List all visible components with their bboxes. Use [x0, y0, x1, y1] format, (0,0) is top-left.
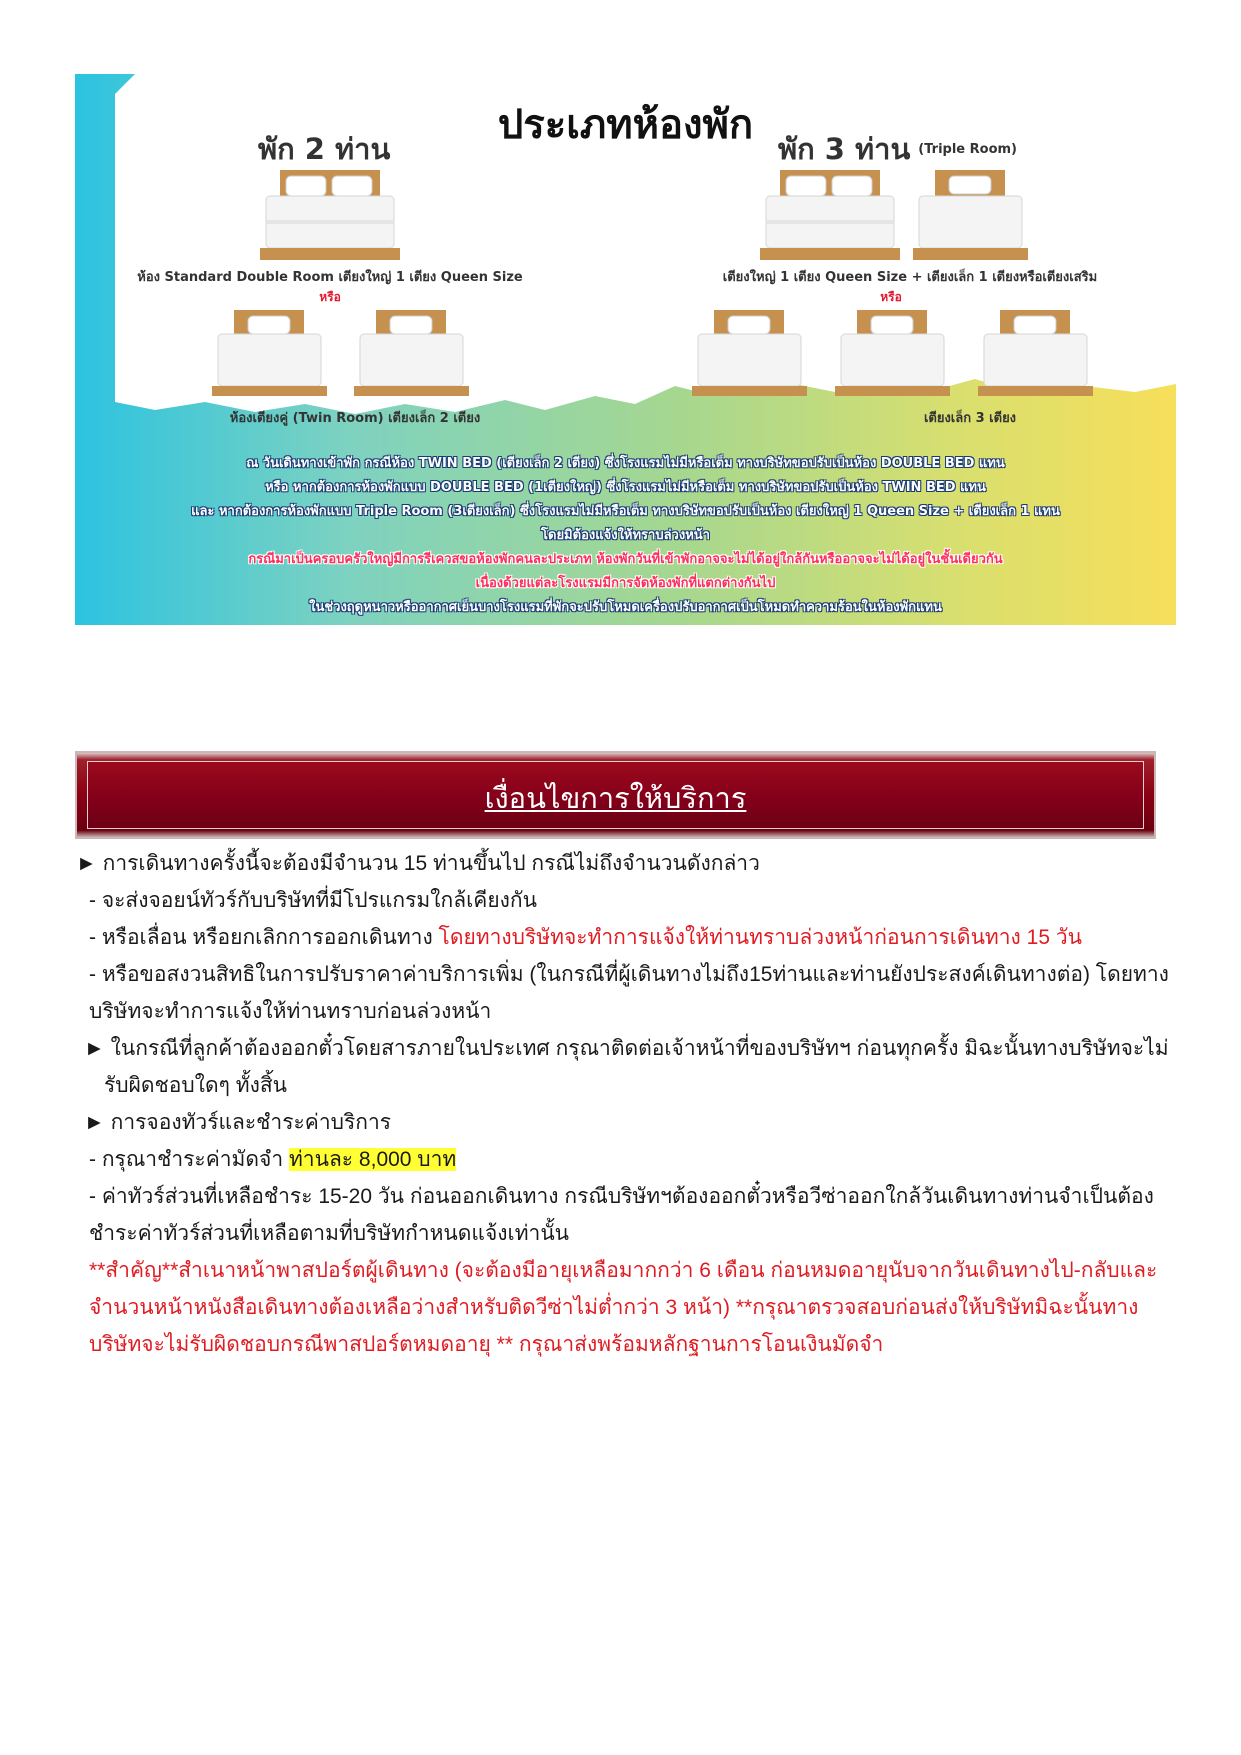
banner-notes — [75, 452, 1176, 620]
single-bed-icon — [913, 170, 1028, 262]
room-types-banner — [75, 74, 1176, 625]
single-bed-icon — [978, 310, 1093, 398]
banner-note: และ หากต้องการห้องพักแบบ Triple Room (3เตียงเล็ก) ซึ่งโรงแรมไม่มีหรือเต็ม ทางบริษัทขอปรับเป็นห้อง เตียงใหญ่ 1 Queen Size + เตียงเล็ก 1 แทน — [191, 504, 1060, 519]
notice-15-days: โดยทางบริษัทจะทำการแจ้งให้ท่านทราบล่วงหน้าก่อนการเดินทาง 15 วัน — [438, 926, 1082, 949]
double-bed-icon — [260, 170, 400, 262]
terms-content — [76, 845, 1176, 1363]
three-person-title: พัก 3 ท่าน $^{(Triple Room)}$ — [778, 132, 1017, 166]
left-caption-top: ห้อง Standard Double Room เตียงใหญ่ 1 เตียง Queen Size — [137, 270, 523, 285]
right-caption-bottom: เตียงเล็ก 3 เตียง — [923, 411, 1017, 426]
bullet-domestic-ticket: ► ในกรณีที่ลูกค้าต้องออกตั๋วโดยสารภายในประเทศ กรุณาติดต่อเจ้าหน้าที่ของบริษัทฯ ก่อนทุกครั้ง มิฉะนั้นทางบริษัทจะไม่ — [84, 1037, 1169, 1060]
banner-note: ณ วันเดินทางเข้าพัก กรณีห้อง TWIN BED (เตียงเล็ก 2 เตียง) ซึ่งโรงแรมไม่มีหรือเต็ม ทางบริษัทขอปรับเป็นห้อง DOUBLE BED แทน — [246, 456, 1005, 471]
double-bed-icon — [760, 170, 900, 262]
line-join-tour: - จะส่งจอยน์ทัวร์กับบริษัทที่มีโปรแกรมใกล้เคียงกัน — [89, 889, 537, 912]
bullet-group-size: ► การเดินทางครั้งนี้จะต้องมีจำนวน 15 ท่านขึ้นไป กรณีไม่ถึงจำนวนดังกล่าว — [76, 852, 760, 875]
line-deposit: - กรุณาชำระค่ามัดจำ ท่านละ 8,000 บาท — [89, 1148, 457, 1171]
banner-note: หรือ หากต้องการห้องพักแบบ DOUBLE BED (1เตียงใหญ่) ซึ่งโรงแรมไม่มีหรือเต็ม ทางบริษัทขอปรับเป็นห้อง TWIN BED แทน — [265, 480, 986, 495]
line-postpone: - หรือเลื่อน หรือยกเลิกการออกเดินทาง โดยทางบริษัทจะทำการแจ้งให้ท่านทราบล่วงหน้าก่อนการเดินทาง 15 วัน — [89, 926, 1082, 949]
left-caption-bottom: ห้องเตียงคู่ (Twin Room) เตียงเล็ก 2 เตียง — [229, 411, 481, 426]
section-header — [75, 751, 1156, 839]
single-bed-icon — [212, 310, 327, 398]
right-or-label: หรือ — [880, 290, 902, 304]
passport-notice-cont: จำนวนหน้าหนังสือเดินทางต้องเหลือว่างสำหรับติดวีซ่าไม่ต่ำกว่า 3 หน้า) **กรุณาตรวจสอบก่อนส่งให้บริษัทมิฉะนั้นทาง — [89, 1296, 1139, 1319]
single-bed-icon — [692, 310, 807, 398]
banner-last-note: ในช่วงฤดูหนาวหรืออากาศเย็นบางโรงแรมที่พักจะปรับโหมดเครื่องปรับอากาศเป็นโหมดทำความร้อนในห้องพักแทน — [309, 600, 942, 615]
line-price-adjust: - หรือขอสงวนสิทธิในการปรับราคาค่าบริการเพิ่ม (ในกรณีที่ผู้เดินทางไม่ถึง15ท่านและท่านยังประสงค์เดินทางต่อ) โดยทาง — [89, 963, 1169, 986]
banner-note: โดยมิต้องแจ้งให้ทราบล่วงหน้า — [541, 528, 710, 543]
single-bed-icon — [354, 310, 469, 398]
single-bed-icon — [835, 310, 950, 398]
banner-title: ประเภทห้องพัก — [497, 102, 754, 148]
deposit-amount: ท่านละ 8,000 บาท — [288, 1148, 457, 1171]
line-balance: - ค่าทัวร์ส่วนที่เหลือชำระ 15-20 วัน ก่อนออกเดินทาง กรณีบริษัทฯต้องออกตั๋วหรือวีซ่าออกใกล้วันเดินทางท่านจำเป็นต้อง — [89, 1185, 1154, 1208]
passport-notice: **สำคัญ**สำเนาหน้าพาสปอร์ตผู้เดินทาง (จะต้องมีอายุเหลือมากกว่า 6 เดือน ก่อนหมดอายุนับจากวันเดินทางไป-กลับและ — [89, 1259, 1158, 1282]
banner-red-note: เนื่องด้วยแต่ละโรงแรมมีการจัดห้องพักที่แตกต่างกันไป — [475, 576, 776, 591]
line-price-adjust-cont: บริษัทจะทำการแจ้งให้ท่านทราบก่อนล่วงหน้า — [89, 1000, 492, 1023]
bullet-booking-payment: ► การจองทัวร์และชำระค่าบริการ — [84, 1111, 392, 1134]
left-or-label: หรือ — [319, 290, 341, 304]
two-person-title: พัก 2 ท่าน — [258, 132, 391, 166]
line-balance-cont: ชำระค่าทัวร์ส่วนที่เหลือตามที่บริษัทกำหนดแจ้งเท่านั้น — [89, 1222, 570, 1245]
banner-red-note: กรณีมาเป็นครอบครัวใหญ่มีการรีเควสขอห้องพักคนละประเภท ห้องพักวันที่เข้าพักอาจจะไม่ได้อยู่ใกล้กันหรืออาจจะไม่ได้อยู่ในชั้นเดียวกัน — [248, 552, 1003, 567]
passport-notice-cont: บริษัทจะไม่รับผิดชอบกรณีพาสปอร์ตหมดอายุ ** กรุณาส่งพร้อมหลักฐานการโอนเงินมัดจำ — [89, 1333, 884, 1356]
bullet-domestic-ticket-cont: รับผิดชอบใดๆ ทั้งสิ้น — [104, 1074, 288, 1097]
right-caption-top: เตียงใหญ่ 1 เตียง Queen Size + เตียงเล็ก 1 เตียงหรือเตียงเสริม — [722, 270, 1098, 285]
section-title: เงื่อนไขการให้บริการ — [484, 783, 747, 815]
